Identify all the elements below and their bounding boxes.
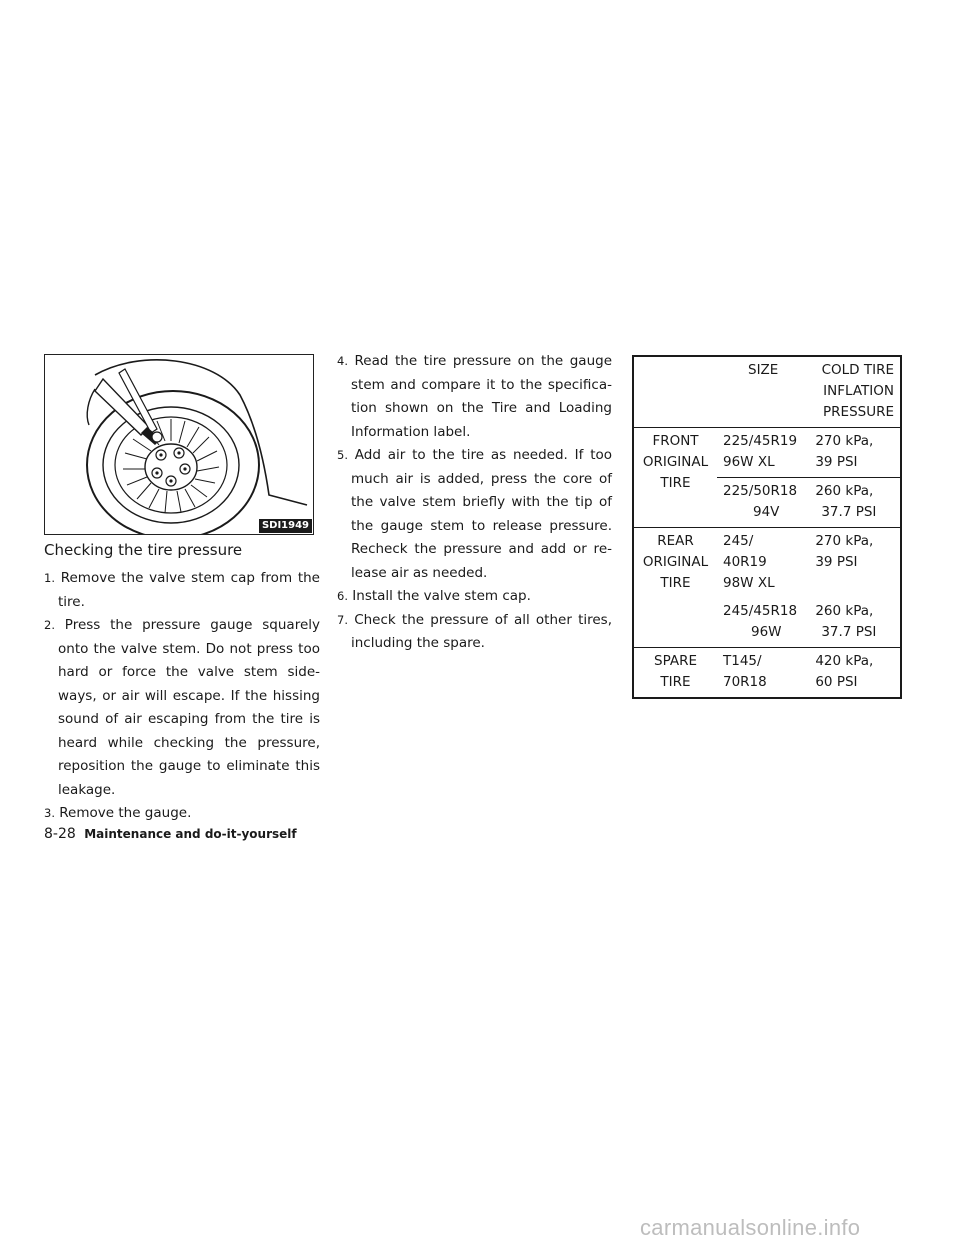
step-text: Remove the valve stem cap from the tire. [58, 570, 320, 610]
size-line: 94V [753, 504, 780, 520]
pressure-line: 39 PSI [815, 554, 858, 570]
table-header-blank [633, 356, 717, 428]
table-row [633, 428, 901, 478]
step-text: Read the tire pressure on the gauge stem and compare it to the specifica-tion shown on the Tire and Loading Information label. [351, 353, 613, 440]
pressure-cell [809, 478, 901, 528]
step-number: 2. [44, 618, 55, 632]
step-number: 1. [44, 571, 55, 585]
pressure-line: 420 kPa, [815, 653, 874, 669]
section-title: Checking the tire pressure [44, 541, 243, 559]
group-line: TIRE [660, 475, 691, 491]
step-number: 7. [337, 612, 348, 627]
pressure-line: 260 kPa, [815, 483, 874, 499]
row-group-front [633, 428, 717, 528]
size-line: 96W XL [723, 454, 775, 470]
group-line: SPARE [654, 653, 697, 669]
pressure-line: 37.7 PSI [821, 504, 877, 520]
step-text: Press the pressure gauge squarely onto the valve stem. Do not press too hard or force the valve stem side-ways, or air will escape. If the hissing sound of air escaping from the tire is heard while checking the pressure, reposition the gauge to eliminate this leakage. [58, 617, 320, 798]
table-header-cold-tire-pressure [809, 356, 901, 428]
size-cell [717, 648, 809, 699]
group-line: FRONT [652, 433, 699, 449]
figure-code: SDI1949 [259, 519, 312, 533]
pressure-cell [809, 598, 901, 648]
size-line: 96W [751, 624, 782, 640]
size-cell [717, 598, 809, 648]
pressure-line: 270 kPa, [815, 533, 874, 549]
pressure-cell [809, 528, 901, 599]
list-item [44, 614, 320, 802]
list-item [44, 567, 320, 614]
pressure-line: 270 kPa, [815, 433, 874, 449]
list-item [337, 585, 612, 609]
pressure-line: 39 PSI [815, 454, 858, 470]
step-number: 6. [337, 589, 348, 603]
header-line: COLD TIRE [821, 362, 894, 378]
size-cell [717, 528, 809, 599]
tire-pressure-table [632, 355, 902, 699]
page-number: 8-28 [44, 826, 76, 842]
size-line: T145/ [723, 653, 762, 669]
pressure-line: 37.7 PSI [821, 624, 877, 640]
size-cell [717, 478, 809, 528]
table-row [633, 648, 901, 699]
list-item [337, 609, 612, 656]
table-header-size: SIZE [748, 362, 779, 378]
step-text: Remove the gauge. [59, 805, 192, 821]
row-group-spare [633, 648, 717, 699]
list-item [44, 802, 320, 826]
steps-list-column-2 [337, 350, 612, 656]
group-line: TIRE [660, 674, 691, 690]
row-group-rear [633, 528, 717, 648]
size-line: 40R19 [723, 554, 767, 570]
size-cell [717, 428, 809, 478]
step-text: Check the pressure of all other tires, including the spare. [351, 611, 613, 651]
list-item [337, 350, 612, 444]
size-line: 245/ [723, 533, 754, 549]
group-line: TIRE [660, 575, 691, 591]
step-number: 3. [44, 806, 55, 820]
step-text: Install the valve stem cap. [352, 588, 531, 604]
table-row [633, 528, 901, 599]
size-line: 225/45R19 [723, 433, 798, 449]
pressure-line: 260 kPa, [815, 603, 874, 619]
header-line: INFLATION [823, 383, 894, 399]
footer-section-title: Maintenance and do-it-yourself [84, 827, 297, 841]
step-text: Add air to the tire as needed. If too much air is added, press the core of the valve stem briefly with the tip of the gauge stem to release pressure. Recheck the pressure and add or re-lease air as needed. [351, 447, 613, 581]
list-item [337, 444, 612, 585]
group-line: ORIGINAL [642, 554, 709, 570]
page-footer [44, 825, 297, 843]
size-line: 70R18 [723, 674, 767, 690]
size-line: 245/45R18 [723, 603, 798, 619]
watermark: carmanualsonline.info [640, 1215, 861, 1240]
tire-pressure-gauge-icon [45, 355, 314, 535]
group-line: ORIGINAL [642, 454, 709, 470]
size-line: 225/50R18 [723, 483, 798, 499]
tire-gauge-figure [44, 354, 314, 535]
pressure-line: 60 PSI [815, 674, 858, 690]
group-line: REAR [657, 533, 694, 549]
step-number: 5. [337, 448, 348, 462]
header-line: PRESSURE [823, 404, 894, 420]
size-line: 98W XL [723, 575, 775, 591]
pressure-cell [809, 428, 901, 478]
steps-list-column-1 [44, 567, 320, 826]
pressure-cell [809, 648, 901, 699]
table-header-row [633, 356, 901, 428]
step-number: 4. [337, 354, 348, 368]
